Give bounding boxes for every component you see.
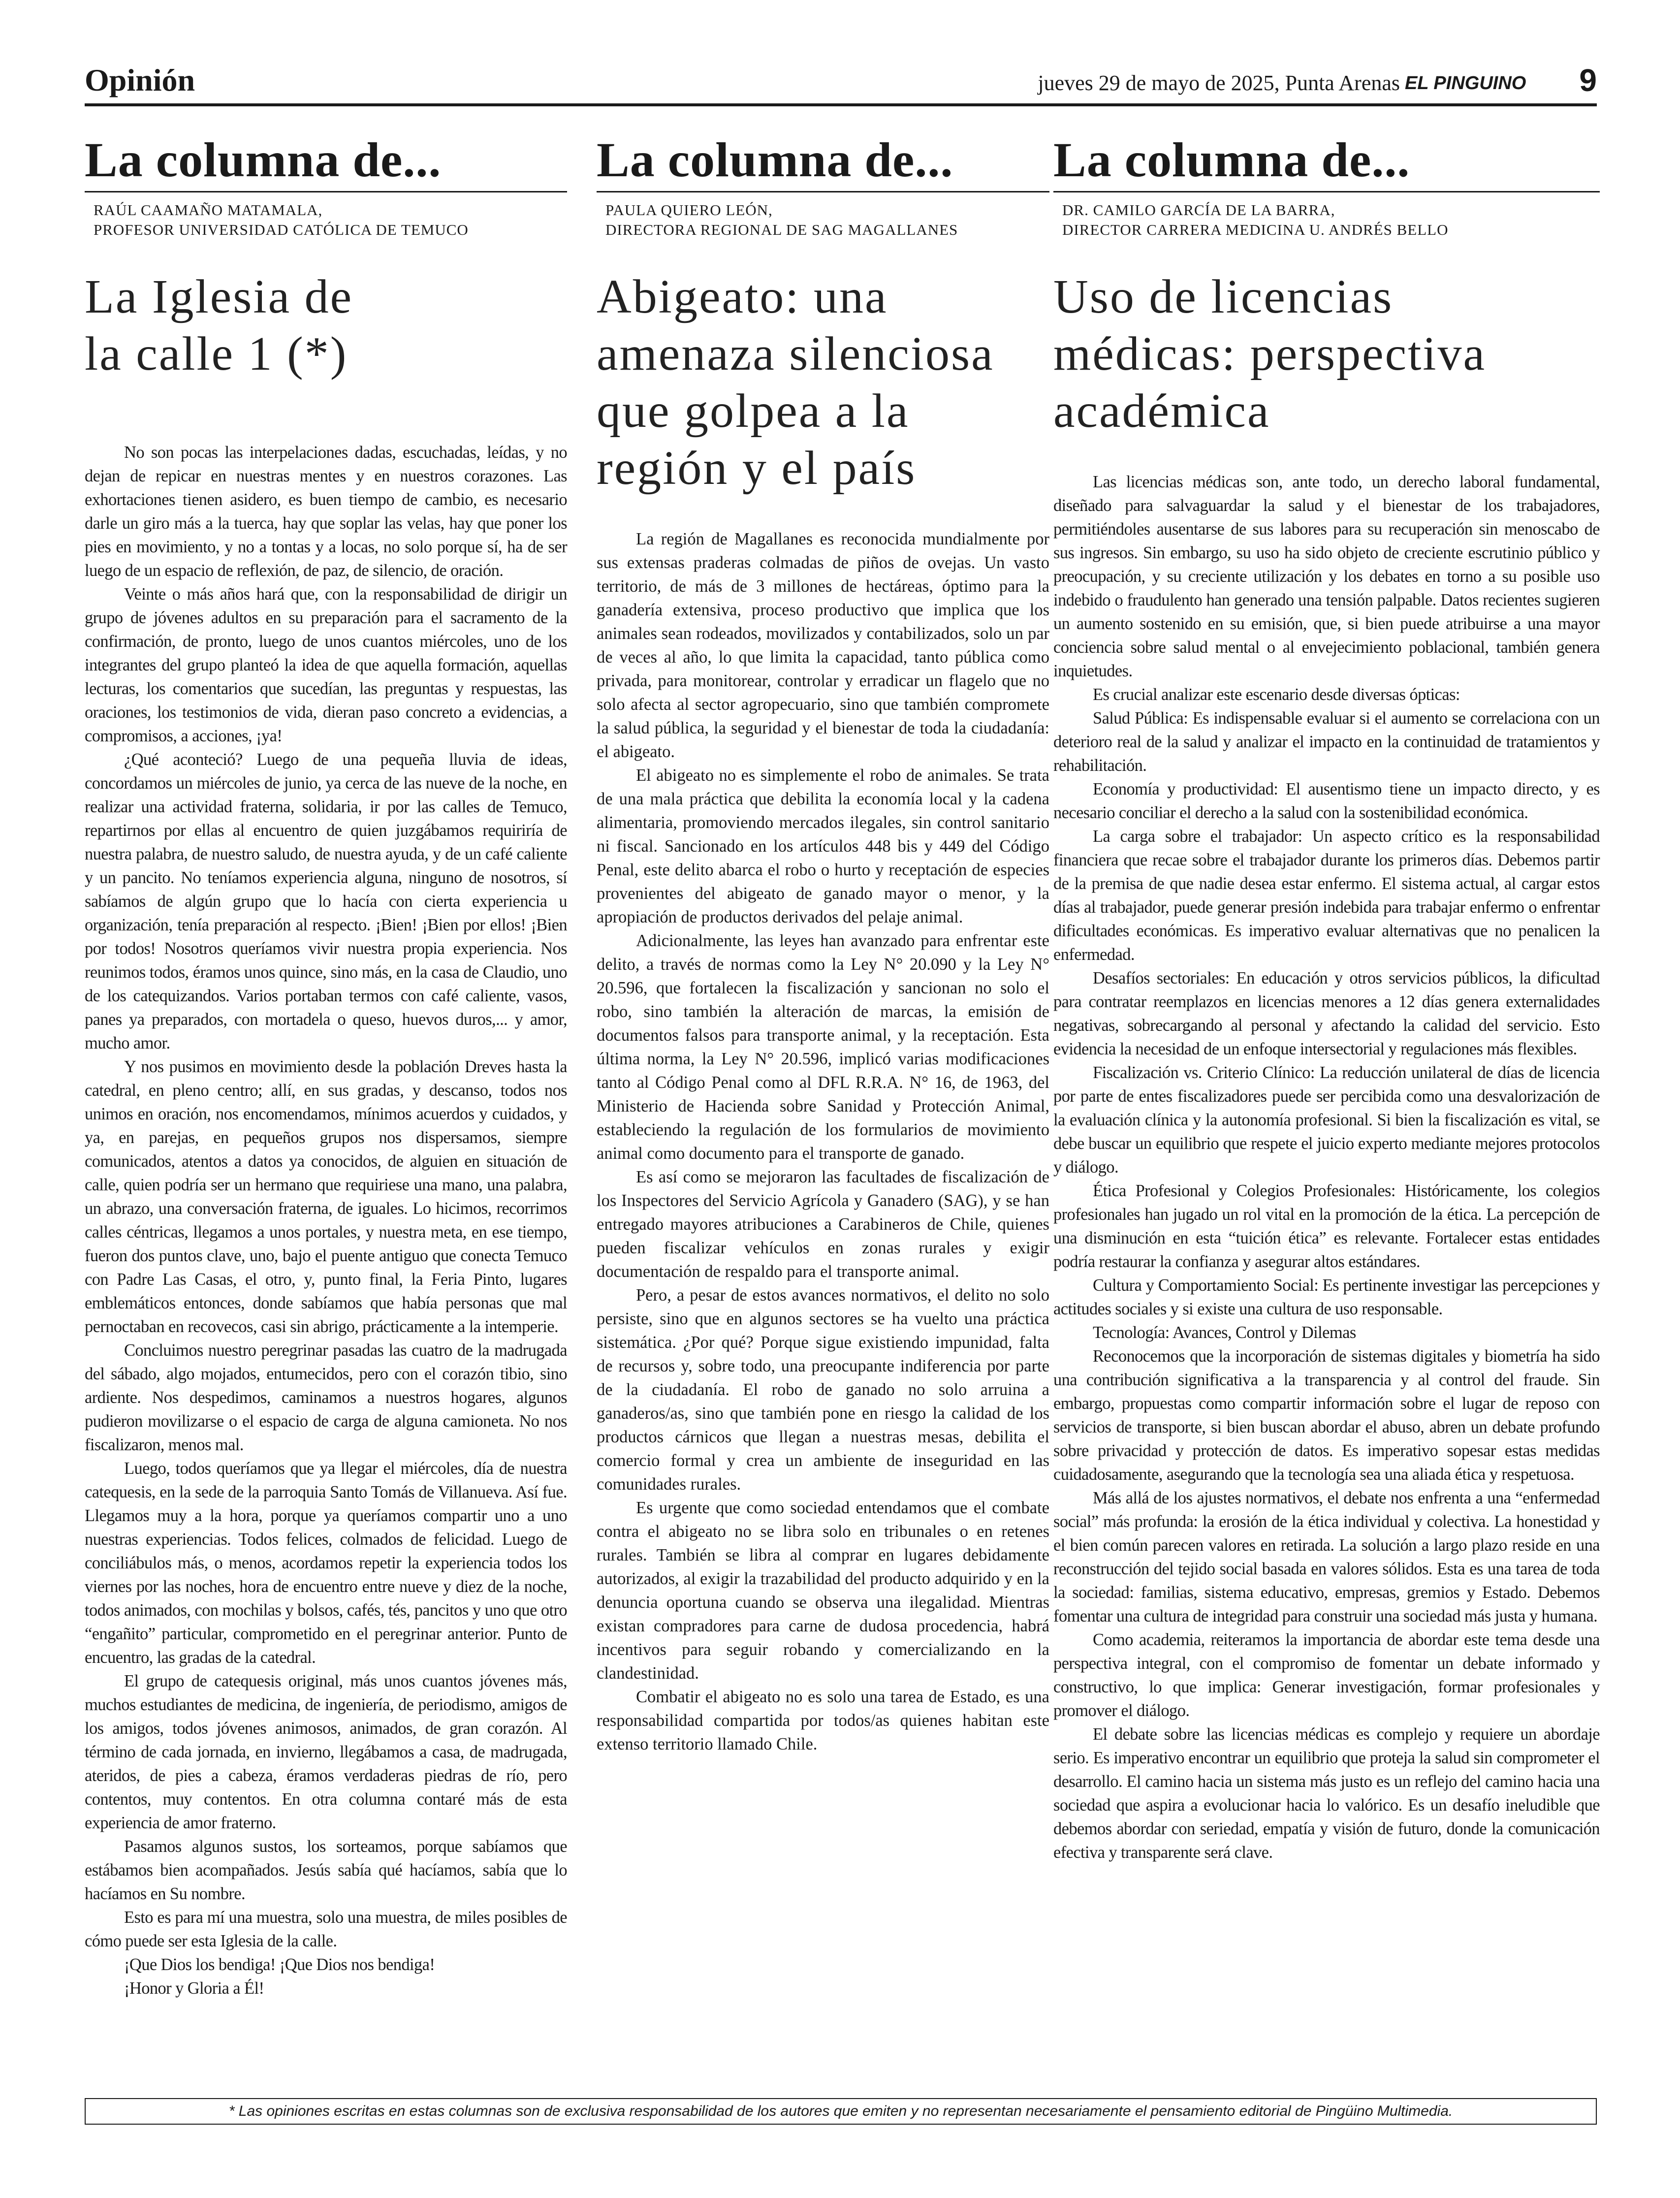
article-body: [1053, 470, 1600, 1864]
paragraph: Reconocemos que la incorporación de sistemas digitales y biometría ha sido una contribución significativa a la transparencia y al control del fraude. Sin embargo, propuestas como compartir información sobre el lugar de reposo con servicios de transporte, si bien buscan abordar el abuso, abren un debate profundo sobre privacidad y protección de datos. Es imperativo sopesar estas medidas cuidadosamente, asegurando que la tecnología sea una aliada ética y respetuosa.: [1053, 1347, 1600, 1484]
paragraph: El grupo de catequesis original, más unos cuantos jóvenes más, muchos estudiantes de medicina, de ingeniería, de periodismo, amigos de los amigos, todos jóvenes animosos, animados, de gran corazón. Al término de cada jornada, en invierno, llegábamos a casa, de madrugada, ateridos, de pies a cabeza, éramos verdaderas piedras de río, pero contentos, muy contentos. En otra columna contaré más de esta experiencia de amor fraterno.: [85, 1672, 567, 1832]
column-headline: [597, 268, 1049, 497]
newspaper-logo: [1405, 71, 1538, 96]
column-headline: [1053, 268, 1600, 440]
article-body: [597, 527, 1049, 1756]
opinion-column-2: [597, 133, 1049, 1756]
date-text: jueves 29 de mayo de 2025, Punta Arenas: [1038, 71, 1400, 95]
column-kicker: La columna de...: [85, 132, 442, 187]
headline-line: médicas: perspectiva: [1053, 327, 1487, 381]
paragraph: Pero, a pesar de estos avances normativos, el delito no solo persiste, sino que en algunos sectores se ha vuelto una práctica sistemática. ¿Por qué? Porque sigue existiendo impunidad, falta de recursos y, sobre todo, una preocupante indiferencia por parte de la ciudadanía. El robo de ganado no solo arruina a ganaderos/as, sino que también pone en riesgo la calidad de los productos cárnicos que llegan a nuestras mesas, debilita el comercio formal y crea un ambiente de inseguridad en las comunidades rurales.: [597, 1286, 1049, 1494]
author-name: DR. CAMILO GARCÍA DE LA BARRA,: [1062, 201, 1335, 219]
kicker-rule: [597, 191, 1049, 192]
paragraph: Salud Pública: Es indispensable evaluar si el aumento se correlaciona con un deterioro real de la salud y analizar el impacto en la continuidad de tratamientos y rehabilitación.: [1053, 709, 1600, 775]
dateline: [1038, 70, 1400, 96]
paragraph: Esto es para mí una muestra, solo una muestra, de miles posibles de cómo puede ser esta Iglesia de la calle.: [85, 1908, 567, 1950]
paragraph: Combatir el abigeato no es solo una tarea de Estado, es una responsabilidad compartida por todos/as quienes habitan este extenso territorio llamado Chile.: [597, 1688, 1049, 1753]
disclaimer-box: [85, 2098, 1597, 2125]
author-byline: [1053, 200, 1600, 240]
paragraph: Es urgente que como sociedad entendamos que el combate contra el abigeato no se libra solo en tribunales o en retenes rurales. También se libra al comprar en lugares debidamente autorizados, al exigir la trazabilidad del producto adquirido y en la denuncia oportuna cuando se observa una ilegalidad. Mientras existan compradores para carne de dudosa procedencia, habrá incentivos para seguir robando y comercializando en la clandestinidad.: [597, 1498, 1049, 1683]
paragraph: Pasamos algunos sustos, los sorteamos, porque sabíamos que estábamos bien acompañados. Jesús sabía qué hacíamos, sabía que lo hacíamos en Su nombre.: [85, 1837, 567, 1903]
paragraph: La región de Magallanes es reconocida mundialmente por sus extensas praderas colmadas de piños de ovejas. Un vasto territorio, de más de 3 millones de hectáreas, óptimo para la ganadería extensiva, proceso productivo que implica que los animales sean rodeados, movilizados y contabilizados, solo un par de veces al año, lo que limita la capacidad, tanto pública como privada, para monitorear, controlar y erradicar un flagelo que no solo afecta al sector agropecuario, sino que también compromete la salud pública, la seguridad y el bienestar de toda la ciudadanía: el abigeato.: [597, 530, 1049, 761]
paragraph: Veinte o más años hará que, con la responsabilidad de dirigir un grupo de jóvenes adultos en su preparación para el sacramento de la confirmación, de pronto, luego de unos cuantos miércoles, uno de los integrantes del grupo planteó la idea de que aquella formación, aquellas lecturas, los comentarios que sucedían, las preguntas y respuestas, las oraciones, los testimonios de vida, dieran paso concreto a evidencias, a compromisos, a acciones, ¡ya!: [85, 585, 567, 745]
paragraph: ¿Qué aconteció? Luego de una pequeña lluvia de ideas, concordamos un miércoles de junio, ya cerca de las nueve de la noche, en realizar una actividad fraterna, solidaria, ir por las calles de Temuco, repartirnos por ellas al encuentro de quien juzgábamos requiriría de nuestra palabra, de nuestro saludo, de nuestra ayuda, y de un café caliente y un pancito. No teníamos experiencia alguna, ninguno de nosotros, sí sabíamos de algún grupo que lo hacía con cierta experiencia u organización, tenía preparación al respecto. ¡Bien! ¡Bien por ellos! ¡Bien por todos! Nosotros queríamos vivir nuestra propia experiencia. Nos reunimos todos, éramos unos quince, sino más, en la casa de Claudio, uno de los catequizandos. Varios portaban termos con café caliente, vasos, panes ya preparados, con mortadela o queso, huevos duros,... y amor, mucho amor.: [85, 750, 567, 1052]
author-byline: [85, 200, 567, 240]
page-number: 9: [1579, 63, 1597, 98]
paragraph: Desafíos sectoriales: En educación y otros servicios públicos, la dificultad para contratar reemplazos en licencias menores a 12 días genera externalidades negativas, sobrecargando al personal y afectando la calidad del servicio. Esto evidencia la necesidad de un enfoque intersectorial y regulaciones más flexibles.: [1053, 969, 1600, 1058]
author-name: PAULA QUIERO LEÓN,: [605, 201, 773, 219]
opinion-column-1: [85, 133, 567, 2000]
header-rule: [85, 103, 1597, 106]
author-name: RAÚL CAAMAÑO MATAMALA,: [94, 201, 323, 219]
paragraph: Luego, todos queríamos que ya llegar el miércoles, día de nuestra catequesis, en la sede de la parroquia Santo Tomás de Villanueva. Así fue. Llegamos muy a la hora, porque ya queríamos compartir uno a uno nuestras experiencias. Todos felices, colmados de felicidad. Luego de conciliábulos más, o menos, acordamos repetir la experiencia todos los viernes por las noches, hora de encuentro entre nueve y diez de la noche, todos animados, con mochilas y bolsos, cafés, tés, pancitos y uno que otro “engañito” particular, comprometido en el peregrinar anterior. Punto de encuentro, las gradas de la catedral.: [85, 1459, 567, 1667]
paragraph: Es crucial analizar este escenario desde diversas ópticas:: [1093, 685, 1460, 704]
paragraph: ¡Honor y Gloria a Él!: [124, 1979, 264, 1998]
paragraph: Es así como se mejoraron las facultades de fiscalización de los Inspectores del Servicio Agrícola y Ganadero (SAG), y se han entregado mayores atribuciones a Carabineros de Chile, quienes pueden fiscalizar vehículos en zonas rurales y exigir documentación de respaldo para el transporte animal.: [597, 1168, 1049, 1281]
headline-line: que golpea a la: [597, 384, 910, 438]
column-kicker: La columna de...: [1053, 132, 1410, 187]
paragraph: Las licencias médicas son, ante todo, un derecho laboral fundamental, diseñado para salvaguardar la salud y el bienestar de los trabajadores, permitiéndoles ausentarse de sus labores para su recuperación sin menoscabo de sus ingresos. Sin embargo, su uso ha sido objeto de creciente escrutinio público y preocupación, y su creciente utilización y los debates en torno a su posible uso indebido o fraudulento han generado una tensión palpable. Datos recientes sugieren un aumento sostenido en su emisión, que, si bien puede atribuirse a una mayor conciencia sobre salud mental o al envejecimiento poblacional, también genera inquietudes.: [1053, 473, 1600, 680]
paragraph: Adicionalmente, las leyes han avanzado para enfrentar este delito, a través de normas como la Ley N° 20.090 y la Ley N° 20.596, que fortalecen la fiscalización y sancionan no solo el robo, sino también la alteración de marcas, la emisión de documentos falsos para transporte animal, y la receptación. Esta última norma, la Ley N° 20.596, implicó varias modificaciones tanto al Código Penal como al DFL R.R.A. N° 16, de 1963, del Ministerio de Hacienda sobre Sanidad y Protección Animal, estableciendo la regulación de los formularios de movimiento animal como documento para el transporte de ganado.: [597, 931, 1049, 1163]
article-body: [85, 441, 567, 2000]
paragraph: La carga sobre el trabajador: Un aspecto crítico es la responsabilidad financiera que recae sobre el trabajador durante los primeros días. Debemos partir de la premisa de que nadie desea estar enfermo. El sistema actual, al cargar estos días al trabajador, puede generar presión indebida para trabajar enfermo o enfrentar dificultades económicas. Es imperativo evaluar alternativas que no penalicen la enfermedad.: [1053, 827, 1600, 964]
kicker-rule: [85, 191, 567, 192]
headline-line: La Iglesia de: [85, 270, 353, 323]
headline-line: región y el país: [597, 442, 917, 495]
paragraph: Como academia, reiteramos la importancia de abordar este tema desde una perspectiva integral, con el compromiso de fomentar un debate informado y constructivo, lo que implica: Generar investigación, formar profesionales y promover el diálogo.: [1053, 1630, 1600, 1720]
brand-text: EL PINGUINO: [1405, 73, 1526, 93]
author-role: DIRECTOR CARRERA MEDICINA U. ANDRÉS BELLO: [1062, 221, 1449, 238]
kicker-rule: [1053, 191, 1600, 192]
column-kicker: La columna de...: [597, 132, 953, 187]
paragraph: Cultura y Comportamiento Social: Es pertinente investigar las percepciones y actitudes sociales y si existe una cultura de uso responsable.: [1053, 1276, 1600, 1318]
paragraph: ¡Que Dios los bendiga! ¡Que Dios nos bendiga!: [124, 1955, 435, 1974]
section-label: Opinión: [85, 63, 195, 97]
page-header: [85, 63, 1597, 102]
author-byline: [597, 200, 1049, 240]
opinion-column-3: [1053, 133, 1600, 1864]
paragraph: Ética Profesional y Colegios Profesionales: Históricamente, los colegios profesionales han jugado un rol vital en la promoción de la ética. La percepción de una disminución en esta “tuición ética” es relevante. Fortalecer estas entidades podría restaurar la confianza y asegurar altos estándares.: [1053, 1181, 1600, 1271]
author-role: PROFESOR UNIVERSIDAD CATÓLICA DE TEMUCO: [94, 221, 469, 238]
headline-line: la calle 1 (*): [85, 327, 348, 381]
paragraph: Tecnología: Avances, Control y Dilemas: [1093, 1323, 1356, 1342]
paragraph: El debate sobre las licencias médicas es complejo y requiere un abordaje serio. Es imperativo encontrar un equilibrio que proteja la salud sin comprometer el desarrollo. El camino hacia un sistema más justo es un reflejo del camino hacia una sociedad que aspira a evolucionar hacia lo valórico. Es un desafío ineludible que debemos abordar con seriedad, empatía y visión de futuro, donde la comunicación efectiva y transparente será clave.: [1053, 1725, 1600, 1862]
el-pinguino-logo-icon: [1405, 71, 1538, 93]
paragraph: Economía y productividad: El ausentismo tiene un impacto directo, y es necesario conciliar el derecho a la salud con la sostenibilidad económica.: [1053, 780, 1600, 822]
headline-line: académica: [1053, 384, 1270, 438]
paragraph: Fiscalización vs. Criterio Clínico: La reducción unilateral de días de licencia por parte de entes fiscalizadores puede ser percibida como una desvalorización de la evaluación clínica y la autonomía profesional. Si bien la fiscalización es vital, se debe buscar un equilibrio que respete el juicio experto mediante mejores protocolos y diálogo.: [1053, 1063, 1600, 1177]
paragraph: El abigeato no es simplemente el robo de animales. Se trata de una mala práctica que debilita la economía local y la cadena alimentaria, promoviendo mercados ilegales, sin control sanitario ni fiscal. Sancionado en los artículos 448 bis y 449 del Código Penal, este delito abarca el robo o hurto y receptación de especies provenientes del abigeato de ganado mayor o menor, y la apropiación de productos derivados del pelaje animal.: [597, 766, 1049, 926]
headline-line: Uso de licencias: [1053, 270, 1394, 323]
column-headline: [85, 268, 567, 382]
disclaimer-text: * Las opiniones escritas en estas columnas son de exclusiva responsabilidad de los autores que emiten y no representan necesariamente el pensamiento editorial de Pingüino Multimedia.: [228, 2103, 1453, 2119]
headline-line: Abigeato: una: [597, 270, 888, 323]
paragraph: Más allá de los ajustes normativos, el debate nos enfrenta a una “enfermedad social” más profunda: la erosión de la ética individual y colectiva. La honestidad y el bien común parecen valores en retirada. La solución a largo plazo reside en una reconstrucción del tejido social basada en valores sólidos. Esta es una tarea de toda la sociedad: familias, sistema educativo, empresas, gremios y Estado. Debemos fomentar una cultura de integridad para construir una sociedad más justa y humana.: [1053, 1489, 1600, 1625]
paragraph: Y nos pusimos en movimiento desde la población Dreves hasta la catedral, en pleno centro; allí, en sus gradas, y descanso, todos nos unimos en oración, nos encomendamos, mínimos acuerdos y cuidados, y ya, en parejas, en pequeños grupos nos dispersamos, siempre comunicados, atentos a datos ya conocidos, de alguien en situación de calle, quien podría ser un hermano que requiriese una mano, una palabra, un abrazo, una conversación fraterna, de iguales. Lo hicimos, recorrimos calles céntricas, llegamos a unos portales, y nuestra meta, en ese tiempo, fueron dos puntos clave, uno, bajo el puente antiguo que conecta Temuco con Padre Las Casas, el otro, y, punto final, la Feria Pinto, lugares emblemáticos entonces, donde sabíamos que había personas que mal pernoctaban en recovecos, casi sin abrigo, prácticamente a la intemperie.: [85, 1057, 567, 1336]
paragraph: No son pocas las interpelaciones dadas, escuchadas, leídas, y no dejan de repicar en nuestras mentes y en nuestros corazones. Las exhortaciones tienen asidero, es buen tiempo de cambio, es necesario darle un giro más a la tuerca, hay que soplar las velas, hay que poner los pies en movimiento, y no a tontas y a locas, no solo porque sí, ha de ser luego de un espacio de reflexión, de paz, de silencio, de oración.: [85, 443, 567, 580]
paragraph: Concluimos nuestro peregrinar pasadas las cuatro de la madrugada del sábado, algo mojados, entumecidos, pero con el corazón tibio, sino ardiente. Nos despedimos, caminamos a nuestros hogares, algunos pudieron movilizarse o el espacio de carga de alguna camioneta. No nos fiscalizaron, menos mal.: [85, 1341, 567, 1454]
author-role: DIRECTORA REGIONAL DE SAG MAGALLANES: [605, 221, 958, 238]
headline-line: amenaza silenciosa: [597, 327, 994, 381]
